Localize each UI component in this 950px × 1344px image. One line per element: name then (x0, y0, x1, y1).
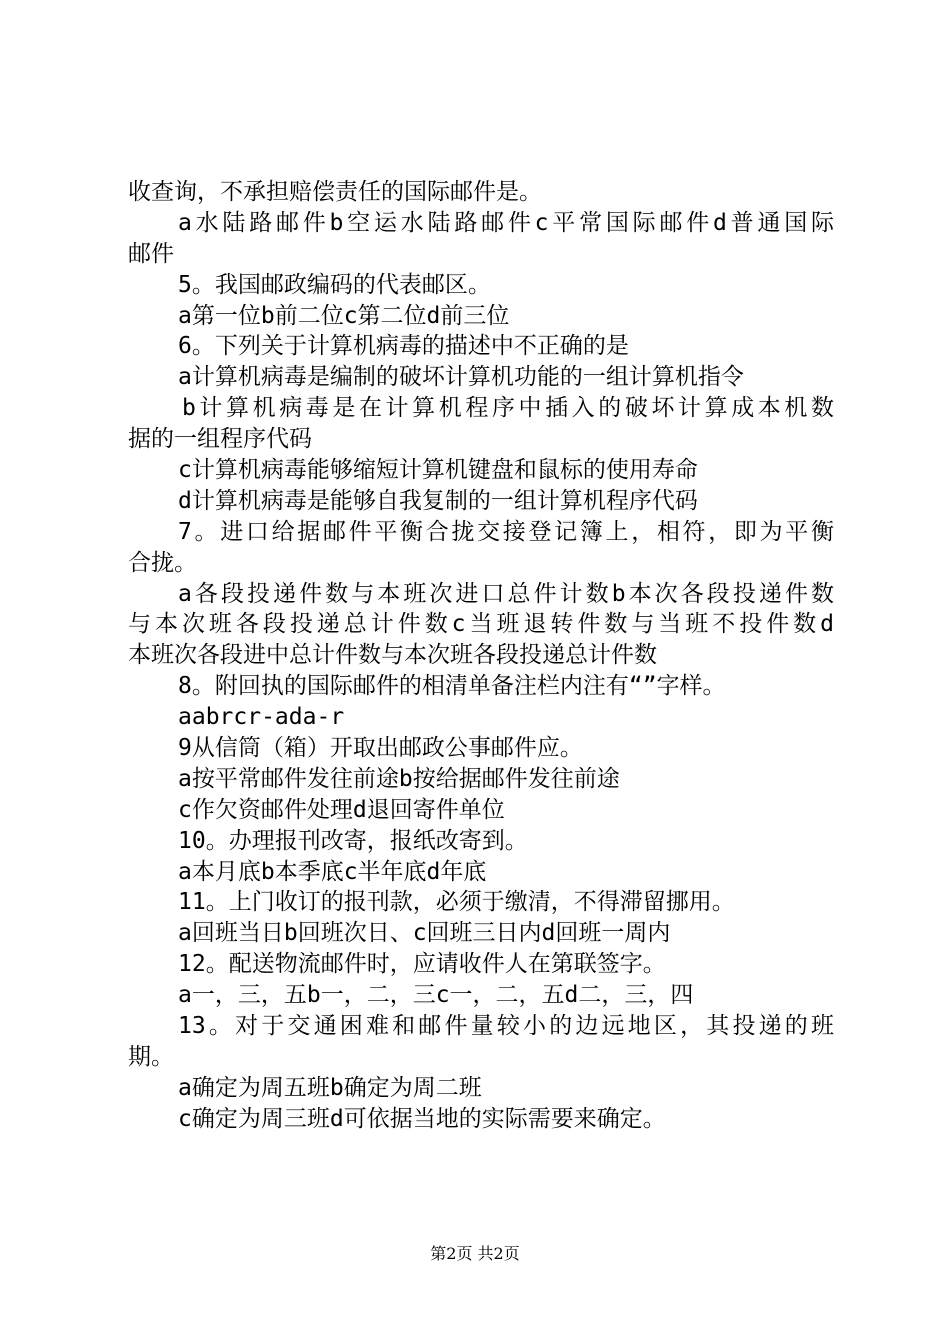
option-line: a本月底b本季底c半年底d年底 (178, 858, 487, 885)
document-body (128, 177, 834, 1135)
question-line: 5。我国邮政编码的代表邮区。 (178, 271, 491, 298)
question-line: 6。下列关于计算机病毒的描述中不正确的是 (178, 333, 629, 360)
option-line: c计算机病毒能够缩短计算机键盘和鼠标的使用寿命 (178, 457, 698, 484)
option-line: a第一位b前二位c第二位d前三位 (178, 302, 510, 329)
option-line: a各段投递件数与本班次进口总件计数b本次各段投递件数 (178, 580, 834, 607)
page-number: 第2页 共2页 (430, 1244, 520, 1263)
text-line: 据的一组程序代码 (128, 426, 312, 453)
option-line: d计算机病毒是能够自我复制的一组计算机程序代码 (178, 487, 698, 514)
option-line: a计算机病毒是编制的破坏计算机功能的一组计算机指令 (178, 364, 744, 391)
option-line: c作欠资邮件处理d退回寄件单位 (178, 796, 505, 823)
question-line: 9从信筒（箱）开取出邮政公事邮件应。 (178, 735, 583, 762)
question-line: 7。进口给据邮件平衡合拢交接登记簿上，相符，即为平衡 (178, 518, 834, 545)
text-line: 收查询，不承担赔偿责任的国际邮件是。 (128, 179, 542, 205)
question-line: 13。对于交通困难和邮件量较小的边远地区，其投递的班 (178, 1013, 834, 1040)
option-line: a按平常邮件发往前途b按给据邮件发往前途 (178, 765, 620, 792)
text-line: 期。 (128, 1043, 174, 1070)
option-line: aabrcr-ada-r (178, 704, 345, 731)
question-line: 10。办理报刊改寄，报纸改寄到。 (178, 827, 528, 854)
option-line: a确定为周五班b确定为周二班 (178, 1074, 482, 1101)
option-line: c确定为周三班d可依据当地的实际需要来确定。 (178, 1105, 666, 1132)
option-line: a回班当日b回班次日、c回班三日内d回班一周内 (178, 920, 671, 947)
option-line: a水陆路邮件b空运水陆路邮件c平常国际邮件d普通国际 (178, 209, 834, 236)
text-line: 与本次班各段投递总计件数c当班退转件数与当班不投件数d (128, 611, 834, 638)
text-line: 合拢。 (128, 549, 197, 576)
text-line: 本班次各段进中总计件数与本次班各段投递总计件数 (128, 642, 657, 669)
text-line: 邮件 (128, 240, 174, 267)
question-line: 8。附回执的国际邮件的相清单备注栏内注有“”字样。 (178, 673, 726, 700)
option-line: b计算机病毒是在计算机程序中插入的破坏计算成本机数 (182, 395, 834, 422)
question-line: 11。上门收订的报刊款，必须于缴清，不得滞留挪用。 (178, 889, 735, 916)
question-line: 12。配送物流邮件时，应请收件人在第联签字。 (178, 951, 666, 978)
option-line: a一，三，五b一，二，三c一，二，五d二，三，四 (178, 982, 694, 1009)
